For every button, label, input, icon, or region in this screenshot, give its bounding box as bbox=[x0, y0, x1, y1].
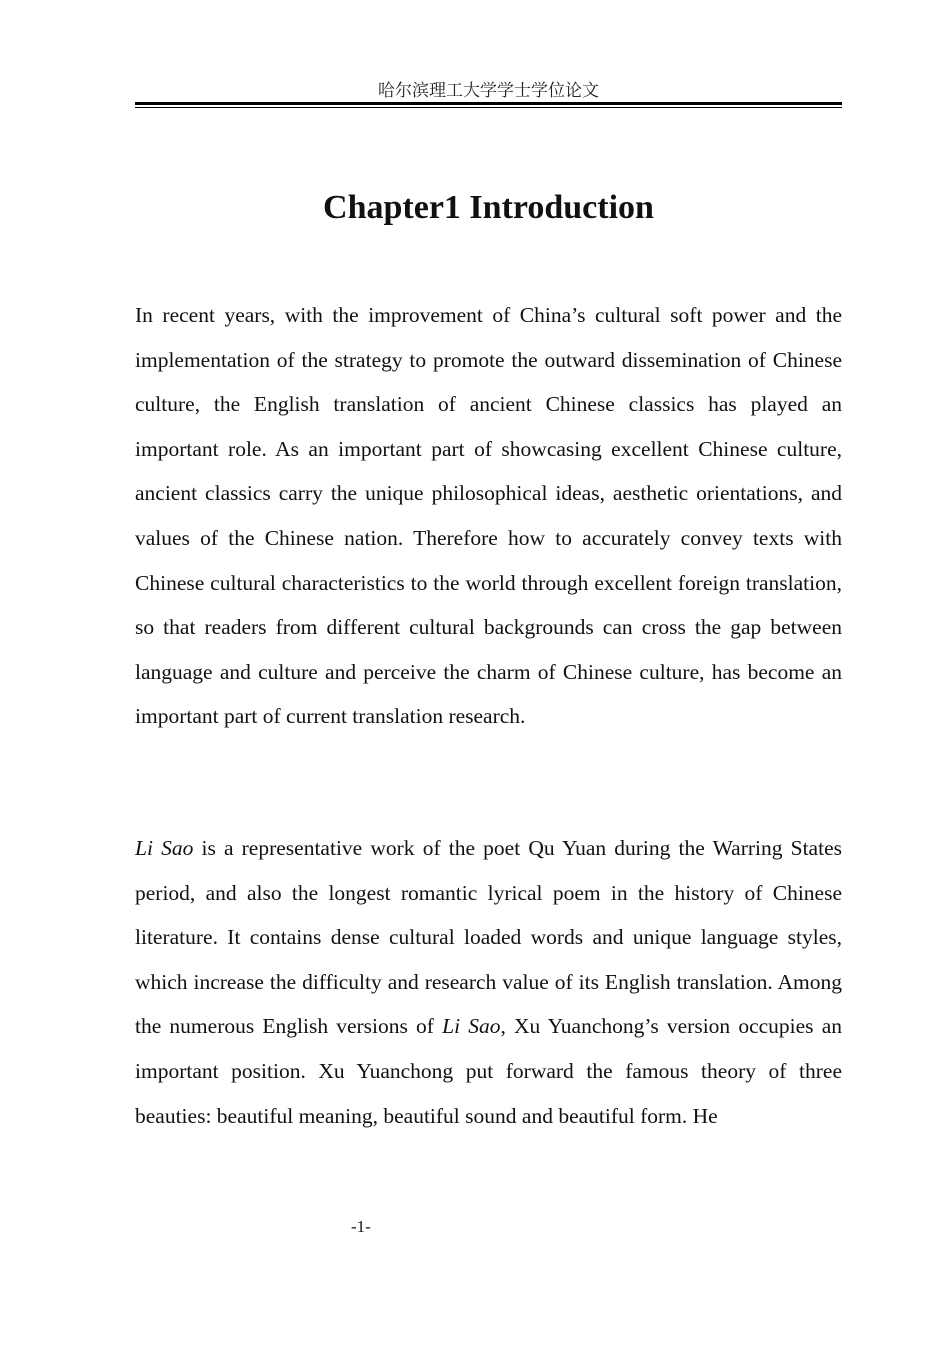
page-number: -1- bbox=[351, 1217, 371, 1236]
header-rule-thick bbox=[135, 102, 842, 105]
body-paragraph-1: In recent years, with the improvement of China’s cultural soft power and the implementation of the strategy to promote the outward dissemination of Chinese culture, the English translation of ancient Chinese classics has played an important role. As an important part of showcasing excellent Chinese culture, ancient classics carry the unique philosophical ideas, aesthetic orientations, and values of the Chinese nation. Therefore how to accurately convey texts with Chinese cultural characteristics to the world through excellent foreign translation, so that readers from different cultural backgrounds can cross the gap between language and culture and perceive the charm of Chinese culture, has become an important part of current translation research. bbox=[135, 303, 842, 729]
italic-title-li-sao: Li Sao bbox=[442, 1014, 501, 1039]
chapter-title: Chapter1 Introduction bbox=[323, 189, 654, 226]
paragraph-text: , Xu Yuanchong’s version occupies an important position. Xu Yuanchong put forward the famous theory of three beauties: beautiful meaning, beautiful sound and beautiful form. He bbox=[135, 1014, 842, 1128]
running-header: 哈尔滨理工大学学士学位论文 bbox=[378, 81, 599, 101]
paragraph-text: is a representative work of the poet Qu Yuan during the Warring States period, and also the longest romantic lyrical poem in the history of Chinese literature. It contains dense cultural loaded words and unique language styles, which increase the difficulty and research value of its English translation. Among the numerous English versions of bbox=[135, 836, 842, 1039]
header-rule-thin bbox=[135, 107, 842, 108]
italic-title-li-sao: Li Sao bbox=[135, 836, 194, 860]
body-paragraph-2 bbox=[135, 826, 842, 1138]
